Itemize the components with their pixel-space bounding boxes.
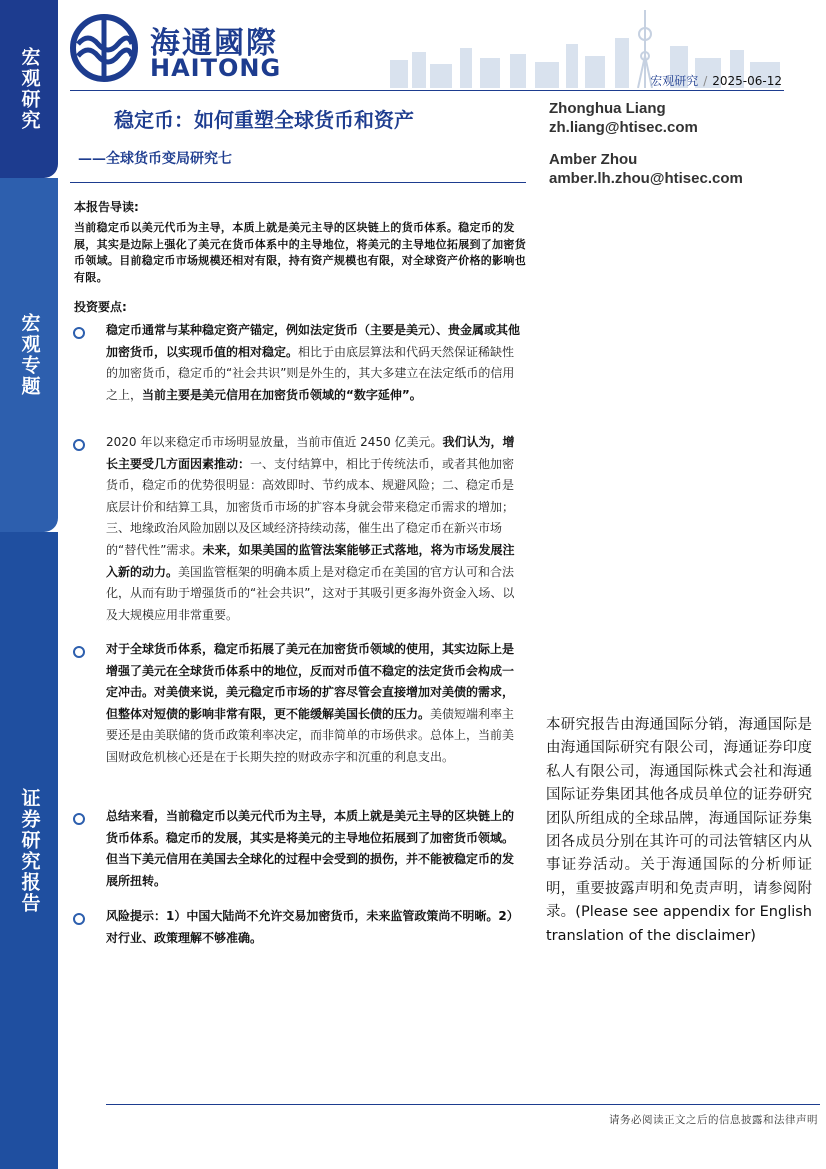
- bullet-icon: [73, 913, 85, 925]
- bold-text-segment: 风险提示：1）中国大陆尚不允许交易加密货币，未来监管政策尚不明晰。2）对行业、政策理解不够准确。: [106, 909, 519, 945]
- side-tab-macro-research: 宏观研究: [0, 0, 58, 178]
- bold-text-segment: 总结来看，当前稳定币以美元代币为主导，本质上就是美元主导的区块链上的货币体系。稳定币的发展，其实是将美元的主导地位拓展到了加密货币领域。但当下美元信用在美国去全球化的过程中会受到的损伤，并不能被稳定币的发展所扭转。: [106, 809, 515, 888]
- author-2-name: Amber Zhou: [549, 151, 638, 168]
- point-paragraph-4: [106, 806, 520, 892]
- logo-chinese-name: 海通國際: [150, 26, 278, 61]
- bullet-icon: [73, 327, 85, 339]
- point-paragraph-2: [106, 432, 520, 626]
- disclaimer-text: 本研究报告由海通国际分销，海通国际是由海通国际研究有限公司，海通证券印度私人有限公司，海通国际株式会社和海通国际证券集团其他各成员单位的证券研究团队所组成的全球品牌，海通国际证券集团各成员分别在其许可的司法管辖区内从事证券活动。关于海通国际的分析师证明，重要披露声明和免责声明，请参阅附录。(Please see appendix for English translation of the disclaimer): [546, 717, 812, 944]
- bold-text-segment: 稳定币通常与某种稳定资产锚定，例如法定货币（主要是美元）、贵金属或其他加密货币，以实现币值的相对稳定。: [106, 323, 521, 359]
- header-separator: /: [703, 74, 708, 88]
- bold-text-segment: 当前主要是美元信用在加密货币领域的“数字延伸”。: [142, 387, 422, 402]
- bold-text-segment: 未来，如果美国的监管法案能够正式落地，将为市场发展注入新的动力。: [106, 542, 515, 579]
- point-paragraph-3: [106, 639, 520, 769]
- bullet-icon: [73, 813, 85, 825]
- points-label: 投资要点:: [74, 300, 127, 314]
- side-tab-securities-report: 证券研究报告: [0, 532, 58, 1169]
- footer-divider: [106, 1104, 820, 1105]
- bold-text-segment: 对于全球货币体系，稳定币拓展了美元在加密货币领域的使用，其实边际上是增强了美元在全球货币体系中的地位，反而对币值不稳定的法定货币会构成一定冲击。对美债来说，美元稳定币市场的扩容尽管会直接增加对美债的需求，但整体对短债的影响非常有限，更不能缓解美国长债的压力。: [106, 642, 515, 721]
- header-date: 2025-06-12: [712, 74, 782, 88]
- haitong-logo-icon: [70, 14, 138, 82]
- header-category: 宏观研究: [650, 74, 699, 88]
- title-divider: [70, 182, 526, 183]
- guide-label: 本报告导读:: [74, 200, 139, 214]
- text-segment: 美债短端利率主要还是由美联储的货币政策利率决定，而非简单的市场供求。总体上，当前美国财政危机核心还是在于长期失控的财政赤字和沉重的利息支出。: [106, 706, 515, 764]
- side-tab-macro-topic: 宏观专题: [0, 178, 58, 532]
- point-paragraph-5: [106, 906, 520, 949]
- header-divider: [70, 90, 784, 91]
- bold-text-segment: 我们认为，增长主要受几方面因素推动：: [106, 435, 515, 471]
- guide-text: 当前稳定币以美元代币为主导，本质上就是美元主导的区块链上的货币体系。稳定币的发展，其实是边际上强化了美元在货币体系中的主导地位，将美元的主导地位拓展到了加密货币领域。目前稳定币市场规模还相对有限，持有资产规模也有限，对全球资产价格的影响也有限。: [74, 221, 526, 284]
- report-title: 稳定币：如何重塑全球货币和资产: [114, 108, 414, 132]
- bullet-icon: [73, 439, 85, 451]
- footer-notice: 请务必阅读正文之后的信息披露和法律声明: [609, 1114, 818, 1126]
- header-meta: [650, 72, 782, 89]
- point-paragraph-1: [106, 320, 520, 406]
- bullet-icon: [73, 646, 85, 658]
- text-segment: 2020 年以来稳定币市场明显放量，当前市值近 2450 亿美元。: [106, 435, 443, 449]
- author-2-email[interactable]: amber.lh.zhou@htisec.com: [549, 170, 743, 187]
- text-segment: 相比于由底层算法和代码天然保证稀缺性的加密货币，稳定币的“社会共识”则是外生的，其大多建立在法定纸币的信用之上，: [106, 344, 515, 402]
- author-1-name: Zhonghua Liang: [549, 100, 666, 117]
- text-segment: 一、支付结算中，相比于传统法币，或者其他加密货币，稳定币的优势很明显：高效即时、节约成本、规避风险；二、稳定币是底层计价和结算工具，加密货币市场的扩容本身就会带来稳定币需求的增加；三、地缘政治风险加剧以及区域经济持续动荡，催生出了稳定币在新兴市场的“替代性”需求。: [106, 456, 515, 557]
- text-segment: 美国监管框架的明确本质上是对稳定币在美国的官方认可和合法化，从而有助于增强货币的“社会共识”，这对于其吸引更多海外资金入场、以及大规模应用非常重要。: [106, 564, 515, 622]
- report-subtitle: ——全球货币变局研究七: [78, 151, 232, 167]
- logo-english-name: HAITONG: [150, 54, 282, 82]
- author-1-email[interactable]: zh.liang@htisec.com: [549, 119, 698, 136]
